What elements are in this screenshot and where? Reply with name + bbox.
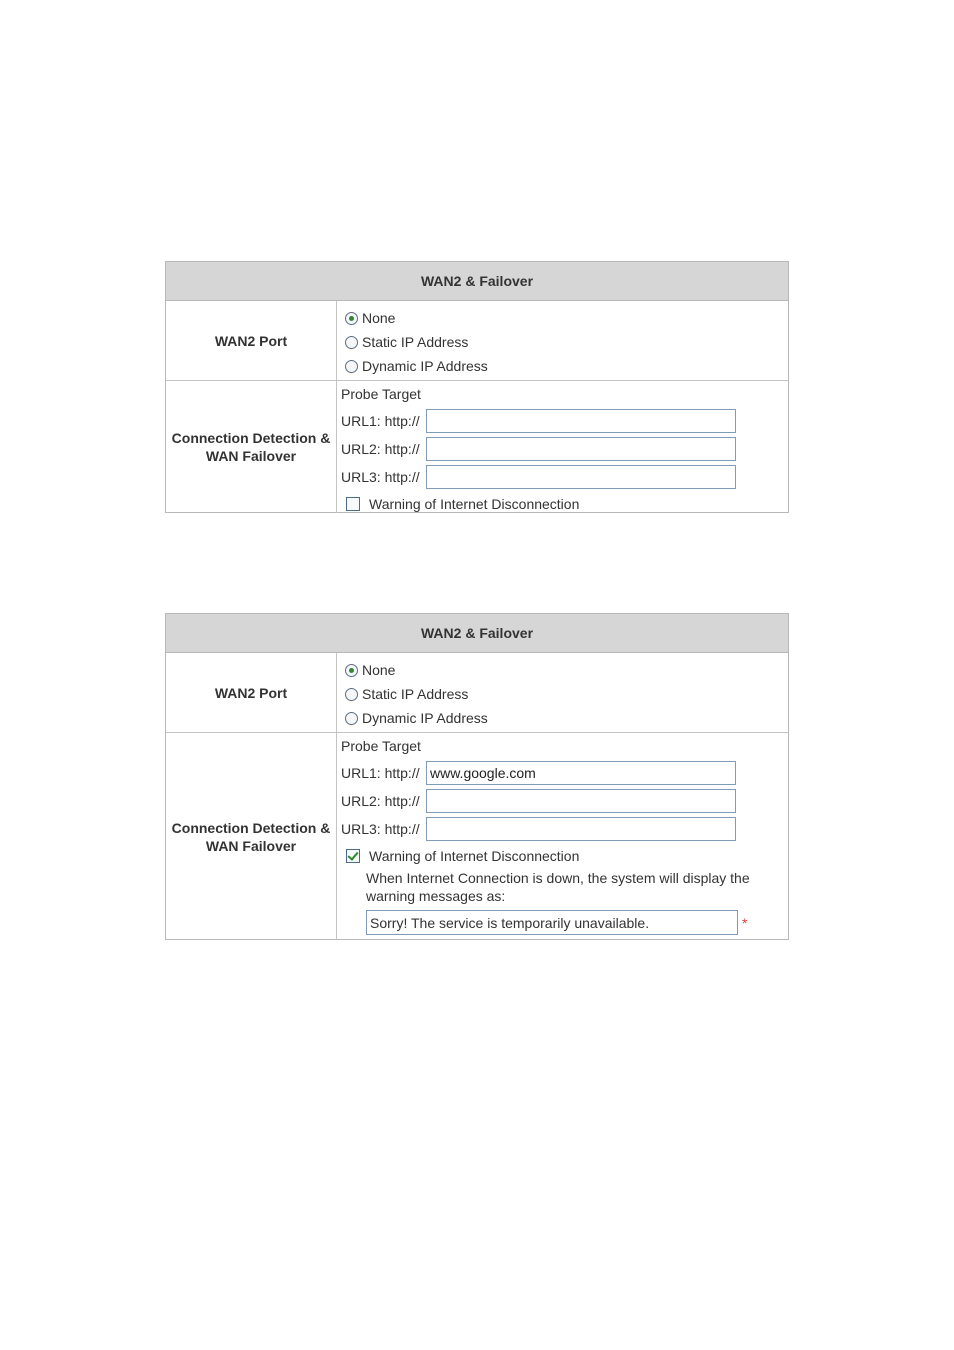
url2-input[interactable] [426, 437, 736, 461]
url1-label: URL1: http:// [341, 765, 420, 781]
connection-detection-fields [337, 381, 788, 513]
connection-detection-row [166, 381, 788, 513]
warning-checkbox-line[interactable] [341, 843, 788, 869]
wan2-failover-panel-2 [165, 613, 789, 940]
radio-button[interactable] [345, 312, 358, 325]
warning-note: When Internet Connection is down, the system will display the warning messages as: [366, 870, 750, 904]
radio-option-none[interactable] [341, 658, 788, 682]
radio-button[interactable] [345, 360, 358, 373]
panel-title: WAN2 & Failover [166, 614, 788, 653]
radio-option-dynamic-ip[interactable] [341, 706, 788, 730]
probe-target-label: Probe Target [341, 386, 421, 402]
connection-detection-label: Connection Detection & WAN Failover [166, 381, 337, 513]
url3-input[interactable] [426, 465, 736, 489]
url1-input[interactable] [426, 409, 736, 433]
warning-checkbox[interactable] [346, 849, 360, 863]
radio-option-static-ip[interactable] [341, 682, 788, 706]
wan2-port-row [166, 301, 788, 381]
warning-checkbox[interactable] [346, 497, 360, 511]
radio-option-none[interactable] [341, 306, 788, 330]
url3-line [341, 463, 788, 491]
probe-target-label: Probe Target [341, 738, 421, 754]
radio-label: None [362, 662, 396, 678]
wan2-port-row [166, 653, 788, 733]
url2-input[interactable] [426, 789, 736, 813]
warning-message-line [341, 910, 788, 935]
url2-line [341, 435, 788, 463]
radio-label: Dynamic IP Address [362, 710, 488, 726]
url3-input[interactable] [426, 817, 736, 841]
radio-option-static-ip[interactable] [341, 330, 788, 354]
connection-detection-fields [337, 733, 788, 940]
radio-label: None [362, 310, 396, 326]
url1-label: URL1: http:// [341, 413, 420, 429]
warning-message-input[interactable] [366, 910, 738, 935]
warning-checkbox-label: Warning of Internet Disconnection [369, 848, 580, 864]
radio-option-dynamic-ip[interactable] [341, 354, 788, 378]
required-mark: * [742, 914, 748, 931]
url1-line [341, 759, 788, 787]
url2-label: URL2: http:// [341, 441, 420, 457]
wan2-port-options [337, 301, 788, 380]
url3-label: URL3: http:// [341, 469, 420, 485]
radio-label: Static IP Address [362, 686, 469, 702]
wan2-failover-panel-1 [165, 261, 789, 513]
wan2-port-options [337, 653, 788, 732]
warning-checkbox-line[interactable] [341, 491, 788, 517]
radio-button[interactable] [345, 712, 358, 725]
wan2-port-label: WAN2 Port [166, 653, 337, 732]
url3-label: URL3: http:// [341, 821, 420, 837]
connection-detection-row [166, 733, 788, 940]
radio-label: Static IP Address [362, 334, 469, 350]
url2-line [341, 787, 788, 815]
radio-button[interactable] [345, 336, 358, 349]
panel-title: WAN2 & Failover [166, 262, 788, 301]
url3-line [341, 815, 788, 843]
url1-input[interactable] [426, 761, 736, 785]
url1-line [341, 407, 788, 435]
radio-label: Dynamic IP Address [362, 358, 488, 374]
wan2-port-label: WAN2 Port [166, 301, 337, 380]
radio-button[interactable] [345, 664, 358, 677]
warning-checkbox-label: Warning of Internet Disconnection [369, 496, 580, 512]
radio-button[interactable] [345, 688, 358, 701]
connection-detection-label: Connection Detection & WAN Failover [166, 733, 337, 940]
url2-label: URL2: http:// [341, 793, 420, 809]
